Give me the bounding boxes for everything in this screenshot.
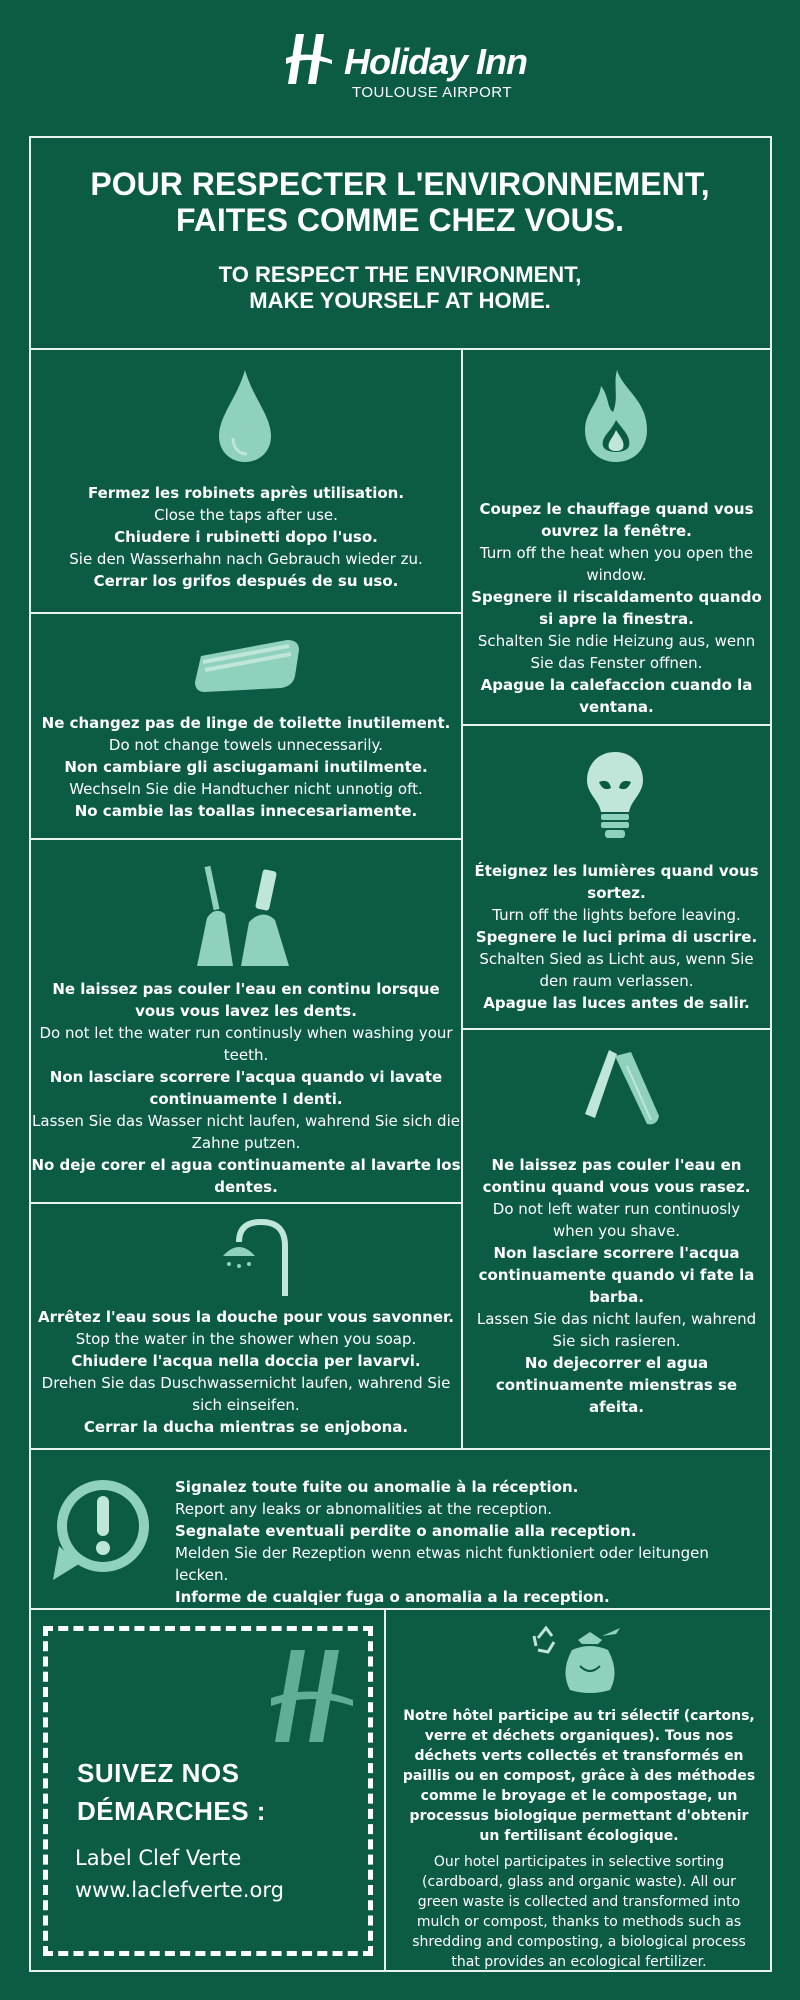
tip-cell-shave — [461, 1028, 772, 1450]
tip-lights-es: Apague las luces antes de salir. — [483, 994, 750, 1012]
tip-heating-it: Spegnere il riscaldamento quando si apre la finestra. — [471, 588, 762, 628]
tip-shower-en: Stop the water in the shower when you soap. — [75, 1330, 417, 1348]
tip-cell-leaks — [29, 1448, 772, 1610]
tip-text-leaks — [175, 1476, 765, 1608]
toothbrush-toothpaste-icon — [193, 862, 303, 972]
tip-heating-es: Apague la calefaccion cuando la ventana. — [480, 676, 753, 716]
tip-leaks-fr: Signalez toute fuite ou anomalie à la réception. — [175, 1478, 579, 1496]
tip-shave-es: No dejecorrer el agua continuamente mienstras se afeita. — [495, 1354, 738, 1416]
tip-taps-en: Close the taps after use. — [154, 506, 338, 524]
tip-teeth-es: No deje corer el agua continuamente al lavarte los dentes. — [31, 1156, 461, 1196]
label-url-link[interactable]: www.laclefverte.org — [75, 1878, 284, 1902]
tip-cell-towels — [29, 612, 463, 840]
tip-leaks-en: Report any leaks or abnomalities at the reception. — [175, 1500, 552, 1518]
brand-name: Holiday Inn — [344, 41, 528, 82]
tip-cell-lights — [461, 724, 772, 1030]
flame-icon — [579, 368, 653, 468]
follow-heading — [77, 1754, 367, 1830]
tip-teeth-fr: Ne laissez pas couler l'eau en continu lorsque vous vous lavez les dents. — [52, 980, 440, 1020]
tip-towels-fr: Ne changez pas de linge de toilette inutilement. — [41, 714, 451, 732]
tip-text-teeth — [31, 978, 461, 1198]
tip-heating-en: Turn off the heat when you open the window. — [479, 544, 754, 584]
tip-shower-es: Cerrar la ducha mientras se enjobona. — [83, 1418, 409, 1436]
label-info — [75, 1842, 365, 1906]
tip-lights-fr: Éteignez les lumières quand vous sortez. — [474, 862, 759, 902]
tip-text-towels — [31, 712, 461, 822]
tip-cell-taps — [29, 348, 463, 614]
towel-icon — [191, 632, 303, 700]
tip-shower-fr: Arrêtez l'eau sous la douche pour vous savonner. — [38, 1308, 454, 1326]
title-english — [30, 262, 770, 314]
label-name: Label Clef Verte — [75, 1846, 242, 1870]
holiday-inn-logo-icon — [282, 30, 336, 88]
light-bulb-icon — [583, 748, 647, 846]
tip-leaks-es: Informe de cualqier fuga o anomalia a la reception. — [175, 1588, 610, 1606]
tip-towels-en: Do not change towels unnecessarily. — [108, 736, 384, 754]
tip-cell-shower — [29, 1202, 463, 1450]
tip-text-shower — [31, 1306, 461, 1438]
holiday-inn-watermark-icon — [267, 1646, 357, 1750]
tip-lights-de: Schalten Sied as Licht aus, wenn Sie den raum verlassen. — [479, 950, 754, 990]
tip-shower-de: Drehen Sie das Duschwassernicht laufen, wahrend Sie sich einseifen. — [41, 1374, 451, 1414]
tip-text-lights — [471, 860, 762, 1014]
tip-lights-en: Turn off the lights before leaving. — [492, 906, 741, 924]
sorting-english: Our hotel participates in selective sorting (cardboard, glass and organic waste). All our green waste is collected and transformed into mulch or compost, thanks to methods such as shredding and composting, a biological process that provides an ecological fertilizer. — [412, 1854, 746, 1970]
tip-leaks-de: Melden Sie der Rezeption wenn etwas nicht funktioniert oder leitungen lecken. — [175, 1544, 709, 1584]
shower-icon — [217, 1216, 297, 1302]
water-drop-icon — [217, 368, 273, 468]
sorting-french: Notre hôtel participe au tri sélectif (cartons, verre et déchets organiques). Tous nos déchets verts collectés et transformés en paillis ou en compost, grâce à des méthodes comme le broyage et le compostage, un processus biologique permettant d'obtenir un fertilisant écologique. — [402, 1708, 756, 1844]
razor-icon — [581, 1046, 661, 1136]
tip-shave-en: Do not left water run continuosly when you shave. — [492, 1200, 741, 1240]
follow-heading-line1: SUIVEZ NOS — [77, 1758, 240, 1788]
recycle-bag-icon — [530, 1622, 626, 1700]
tip-shower-it: Chiudere l'acqua nella doccia per lavarvi. — [71, 1352, 421, 1370]
tip-lights-it: Spegnere le luci prima di uscrire. — [475, 928, 758, 946]
tip-taps-es: Cerrar los grifos después de su uso. — [93, 572, 399, 590]
title-french — [30, 166, 770, 238]
tip-towels-es: No cambie las toallas innecesariamente. — [74, 802, 418, 820]
tip-shave-it: Non lasciare scorrere l'acqua continuamente quando vi fate la barba. — [478, 1244, 755, 1306]
tip-teeth-en: Do not let the water run continusly when washing your teeth. — [39, 1024, 453, 1064]
follow-heading-line2: DÉMARCHES : — [77, 1796, 266, 1826]
tip-teeth-it: Non lasciare scorrere l'acqua quando vi lavate continuamente I denti. — [49, 1068, 443, 1108]
warning-speech-bubble-icon — [49, 1474, 153, 1588]
title-french-line2: FAITES COMME CHEZ VOUS. — [175, 202, 625, 238]
tip-text-heating — [471, 498, 762, 718]
sorting-box — [384, 1608, 772, 1972]
tip-teeth-de: Lassen Sie das Wasser nicht laufen, wahrend Sie sich die Zahne putzen. — [32, 1112, 460, 1152]
tip-leaks-it: Segnalate eventuali perdite o anomalie alla reception. — [175, 1522, 637, 1540]
sorting-text — [400, 1706, 758, 1972]
tip-text-shave — [471, 1154, 762, 1418]
tip-heating-de: Schalten Sie ndie Heizung aus, wenn Sie das Fenster offnen. — [477, 632, 756, 672]
title-french-line1: POUR RESPECTER L'ENVIRONNEMENT, — [90, 166, 710, 202]
tip-cell-heating — [461, 348, 772, 726]
brand-location: TOULOUSE AIRPORT — [352, 84, 512, 101]
tip-taps-fr: Fermez les robinets après utilisation. — [87, 484, 405, 502]
tip-shave-de: Lassen Sie das nicht laufen, wahrend Sie sich rasieren. — [476, 1310, 757, 1350]
tip-cell-teeth — [29, 838, 463, 1204]
tip-heating-fr: Coupez le chauffage quand vous ouvrez la fenêtre. — [479, 500, 754, 540]
title-english-line1: TO RESPECT THE ENVIRONMENT, — [218, 262, 582, 287]
tip-towels-it: Non cambiare gli asciugamani inutilmente. — [64, 758, 428, 776]
tip-taps-it: Chiudere i rubinetti dopo l'uso. — [114, 528, 378, 546]
tip-taps-de: Sie den Wasserhahn nach Gebrauch wieder zu. — [69, 550, 423, 568]
title-english-line2: MAKE YOURSELF AT HOME. — [249, 288, 551, 313]
tip-towels-de: Wechseln Sie die Handtucher nicht unnotig oft. — [69, 780, 423, 798]
tip-text-taps — [31, 482, 461, 592]
tip-shave-fr: Ne laissez pas couler l'eau en continu quand vous vous rasez. — [482, 1156, 751, 1196]
follow-box — [29, 1608, 386, 1972]
